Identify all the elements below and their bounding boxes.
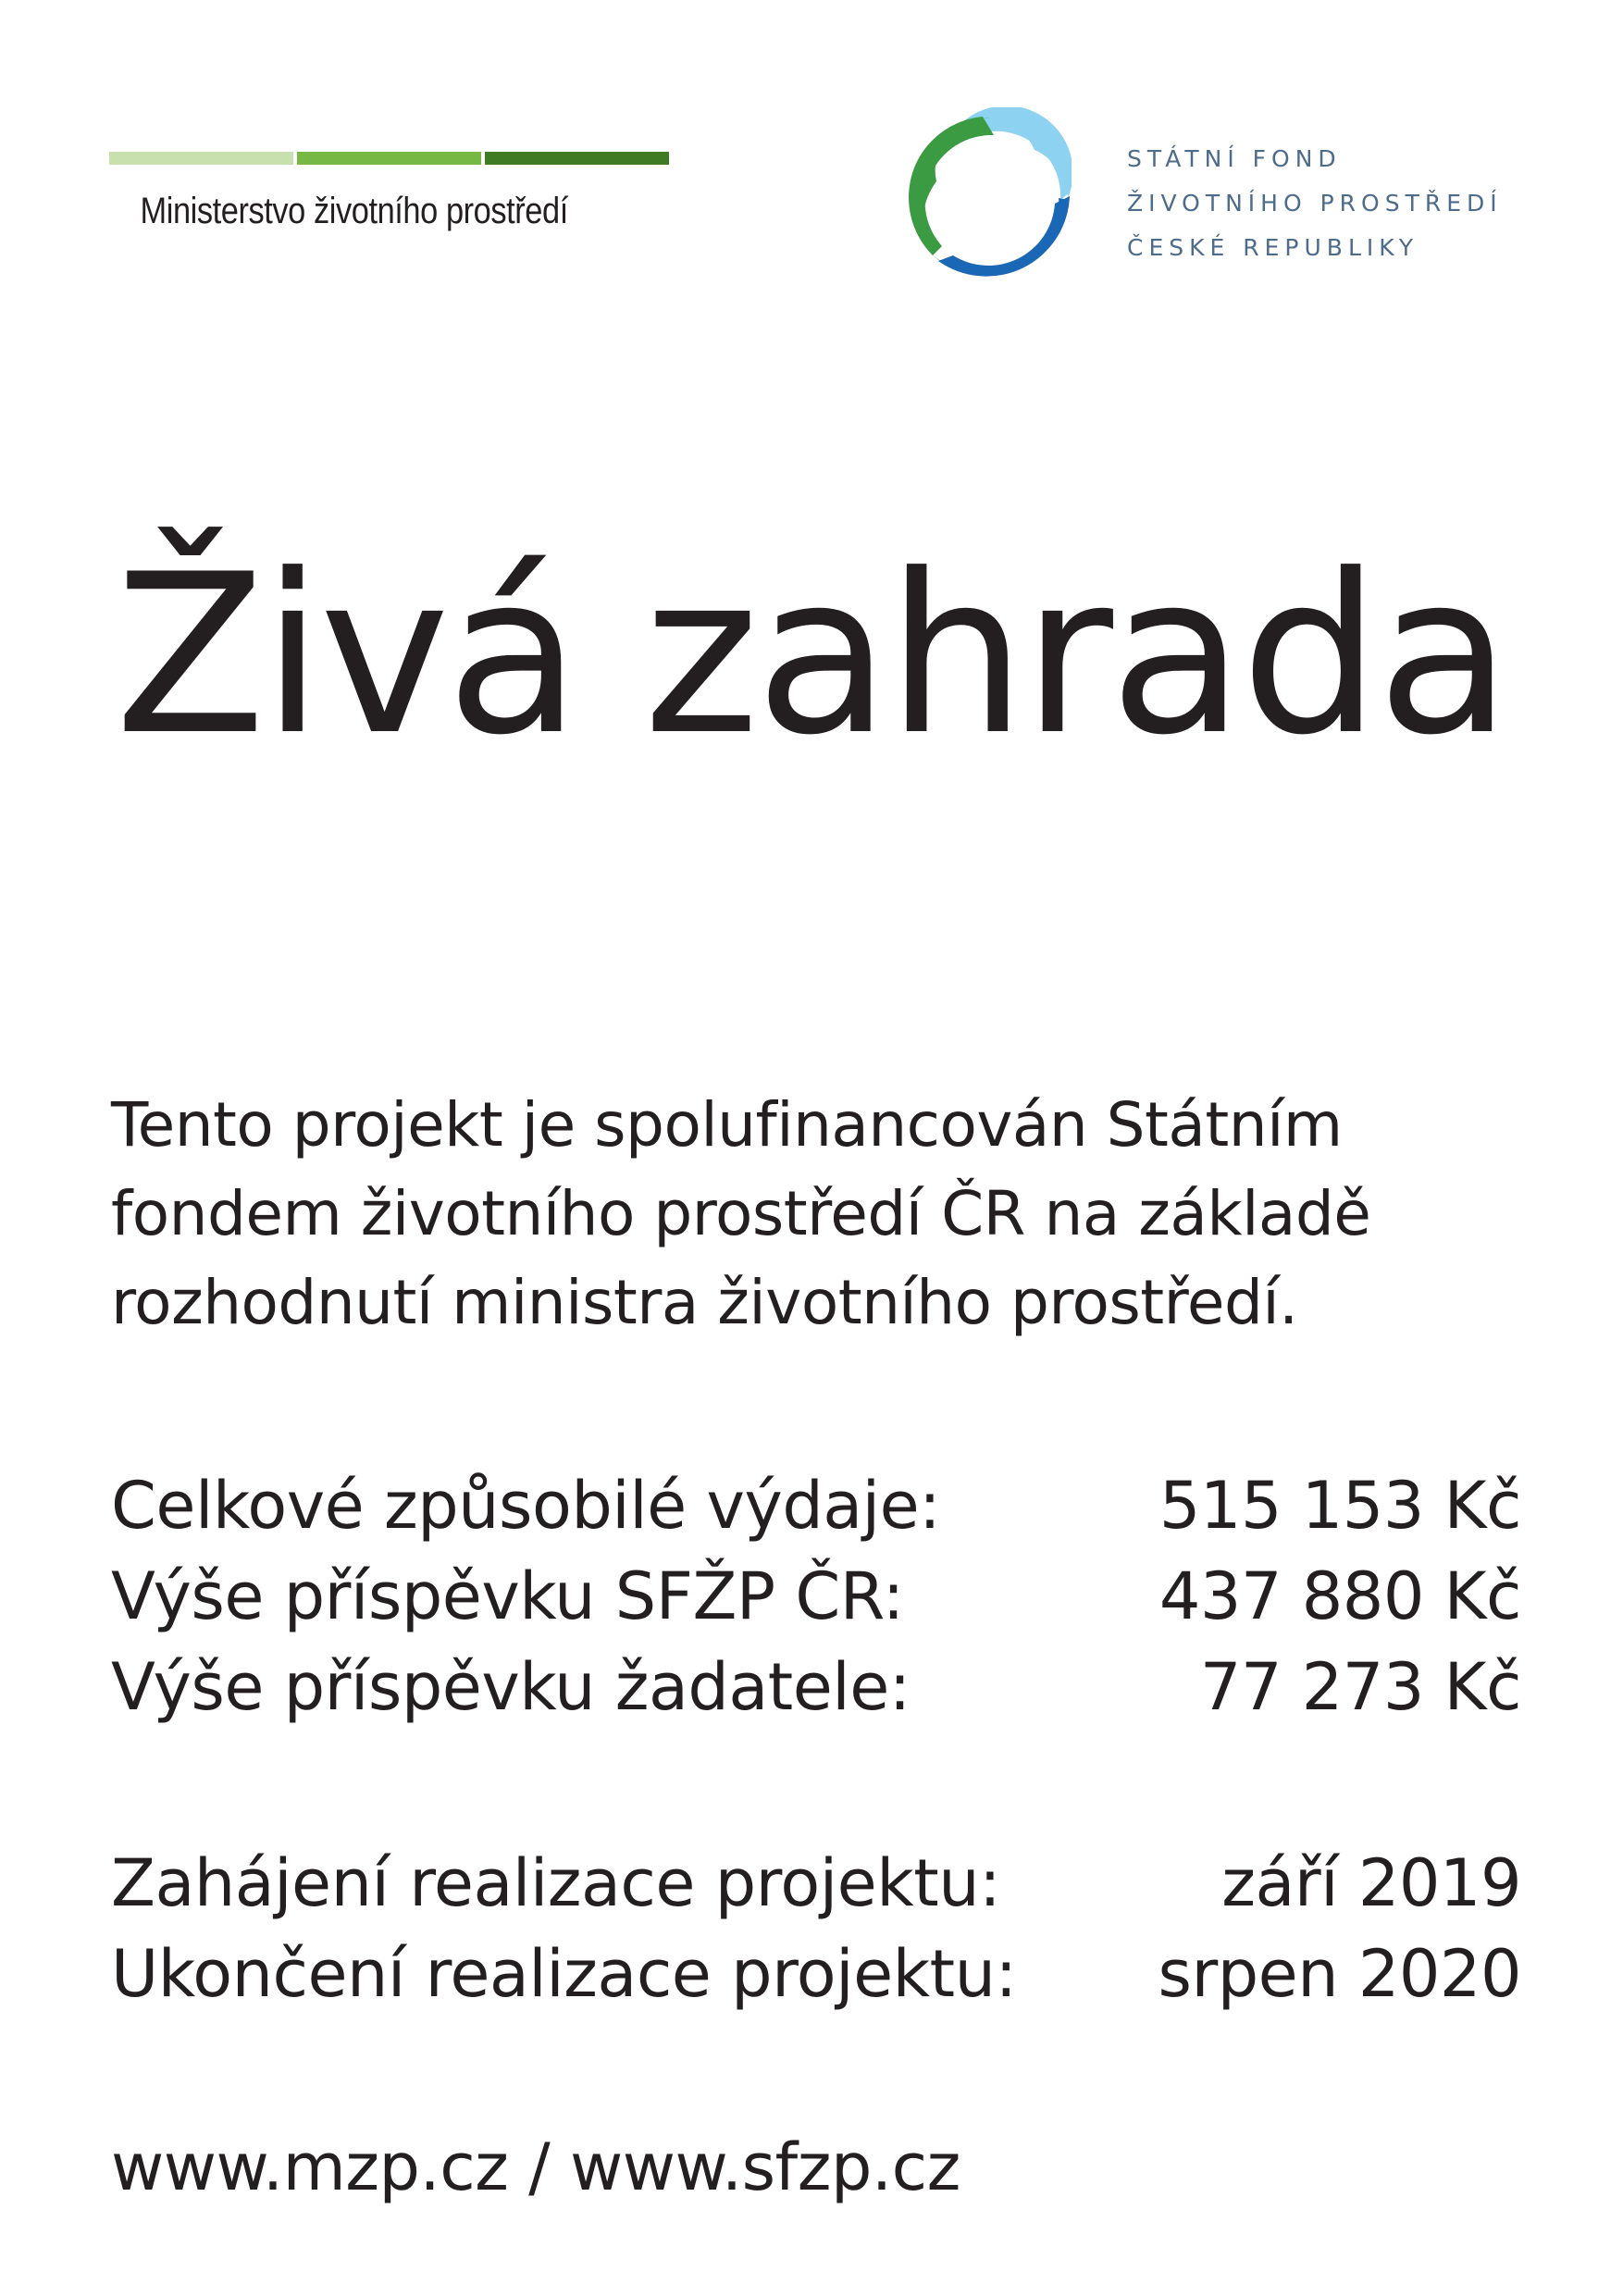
sfzp-logo-text xyxy=(1127,137,1503,270)
cost-label: Výše příspěvku žadatele: xyxy=(111,1649,911,1725)
mzp-logo xyxy=(109,152,669,232)
date-label: Ukončení realizace projektu: xyxy=(111,1936,1017,2012)
sfzp-logo-line: ŽIVOTNÍHO PROSTŘEDÍ xyxy=(1127,190,1503,217)
date-row-start xyxy=(111,1838,1521,1929)
mzp-bar-mid xyxy=(297,152,481,165)
cost-row-applicant xyxy=(111,1642,1521,1732)
mzp-bar-light xyxy=(109,152,293,165)
date-label: Zahájení realizace projektu: xyxy=(111,1845,1001,1921)
mzp-bar-dark xyxy=(485,152,669,165)
description-line: Tento projekt je spolufinancován Státním xyxy=(111,1089,1343,1160)
mzp-logo-name: Ministerstvo životního prostředí xyxy=(140,191,568,231)
date-row-end xyxy=(111,1929,1521,2019)
sfzp-logo-line: STÁTNÍ FOND xyxy=(1127,145,1342,172)
sfzp-circle-emblem-icon xyxy=(905,107,1072,279)
project-description xyxy=(111,1081,1518,1347)
sfzp-logo-line: ČESKÉ REPUBLIKY xyxy=(1127,234,1419,261)
date-value: září 2019 xyxy=(1221,1845,1521,1921)
cost-row-total xyxy=(111,1460,1521,1551)
dates-table xyxy=(111,1838,1521,2019)
cost-label: Celkové způsobilé výdaje: xyxy=(111,1468,941,1544)
costs-table xyxy=(111,1460,1521,1732)
sfzp-logo xyxy=(905,107,1543,283)
cost-value: 77 273 Kč xyxy=(1199,1649,1521,1725)
description-line: rozhodnutí ministra životního prostředí. xyxy=(111,1267,1298,1338)
page-title: Živá zahrada xyxy=(115,527,1508,784)
mzp-logo-bars xyxy=(109,152,669,165)
cost-label: Výše příspěvku SFŽP ČR: xyxy=(111,1558,904,1634)
date-value: srpen 2020 xyxy=(1158,1936,1521,2012)
cost-value: 515 153 Kč xyxy=(1158,1468,1521,1544)
footer-links: www.mzp.cz / www.sfzp.cz xyxy=(111,2129,960,2205)
description-line: fondem životního prostředí ČR na základě xyxy=(111,1178,1371,1249)
cost-row-sfzp xyxy=(111,1551,1521,1642)
cost-value: 437 880 Kč xyxy=(1158,1558,1521,1634)
